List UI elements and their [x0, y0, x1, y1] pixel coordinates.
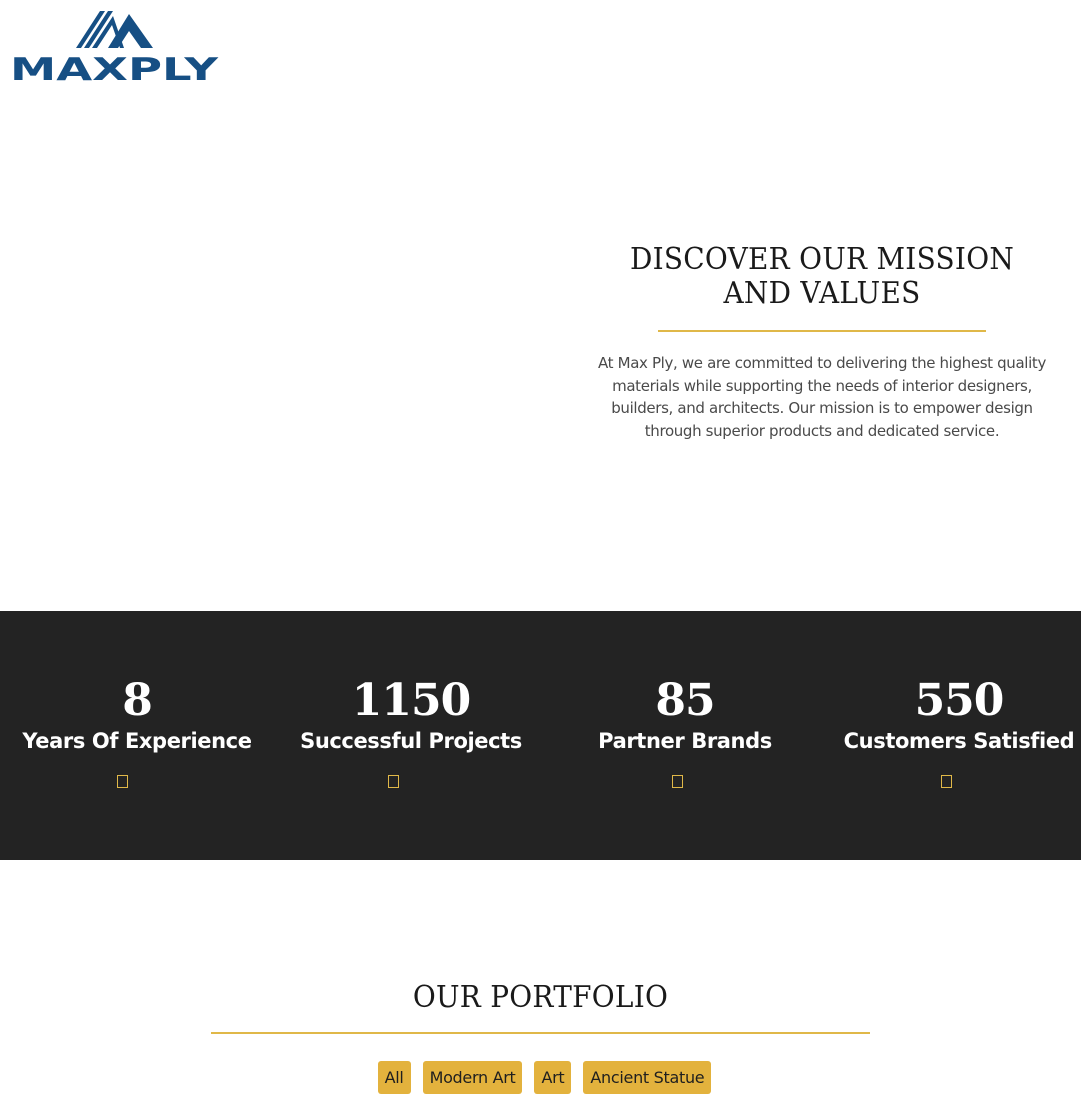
stat-successful-projects	[276, 673, 546, 753]
stat-label: Successful Projects	[300, 729, 522, 753]
filter-modern-art-button[interactable]: Modern Art	[423, 1061, 523, 1094]
stats-band	[0, 611, 1081, 860]
missing-glyph-icon	[117, 775, 128, 788]
filter-ancient-statue-button[interactable]: Ancient Statue	[583, 1061, 711, 1094]
maxply-logo-mark	[8, 8, 221, 84]
mission-divider	[658, 330, 986, 332]
mission-section	[580, 243, 1064, 442]
stat-label: Customers Satisfied	[843, 729, 1075, 753]
portfolio-filters	[0, 1061, 1081, 1094]
missing-glyph-icon	[388, 775, 399, 788]
portfolio-title: OUR PORTFOLIO	[412, 980, 669, 1015]
maxply-logo[interactable]	[8, 8, 221, 84]
stat-label: Years Of Experience	[22, 729, 252, 753]
filter-all-button[interactable]: All	[378, 1061, 411, 1094]
stat-years-experience	[2, 673, 272, 753]
stat-number: 8	[122, 675, 152, 726]
mission-text: At Max Ply, we are committed to delivering the highest quality materials while supporting the needs of interior designers, builders, and architects. Our mission is to empower design through superior products and dedicated service.	[598, 354, 1046, 440]
stat-number: 85	[655, 675, 715, 726]
stat-number: 1150	[351, 675, 471, 726]
portfolio-section	[0, 980, 1081, 1087]
stat-number: 550	[914, 675, 1004, 726]
stat-label: Partner Brands	[598, 729, 772, 753]
missing-glyph-icon	[672, 775, 683, 788]
logo-wordmark: MAXPLY	[10, 52, 219, 84]
missing-glyph-icon	[941, 775, 952, 788]
mission-title: DISCOVER OUR MISSION AND VALUES	[629, 242, 1015, 311]
portfolio-divider	[211, 1032, 870, 1034]
stat-customers-satisfied	[824, 673, 1081, 753]
filter-art-button[interactable]: Art	[534, 1061, 571, 1094]
stat-partner-brands	[550, 673, 820, 753]
